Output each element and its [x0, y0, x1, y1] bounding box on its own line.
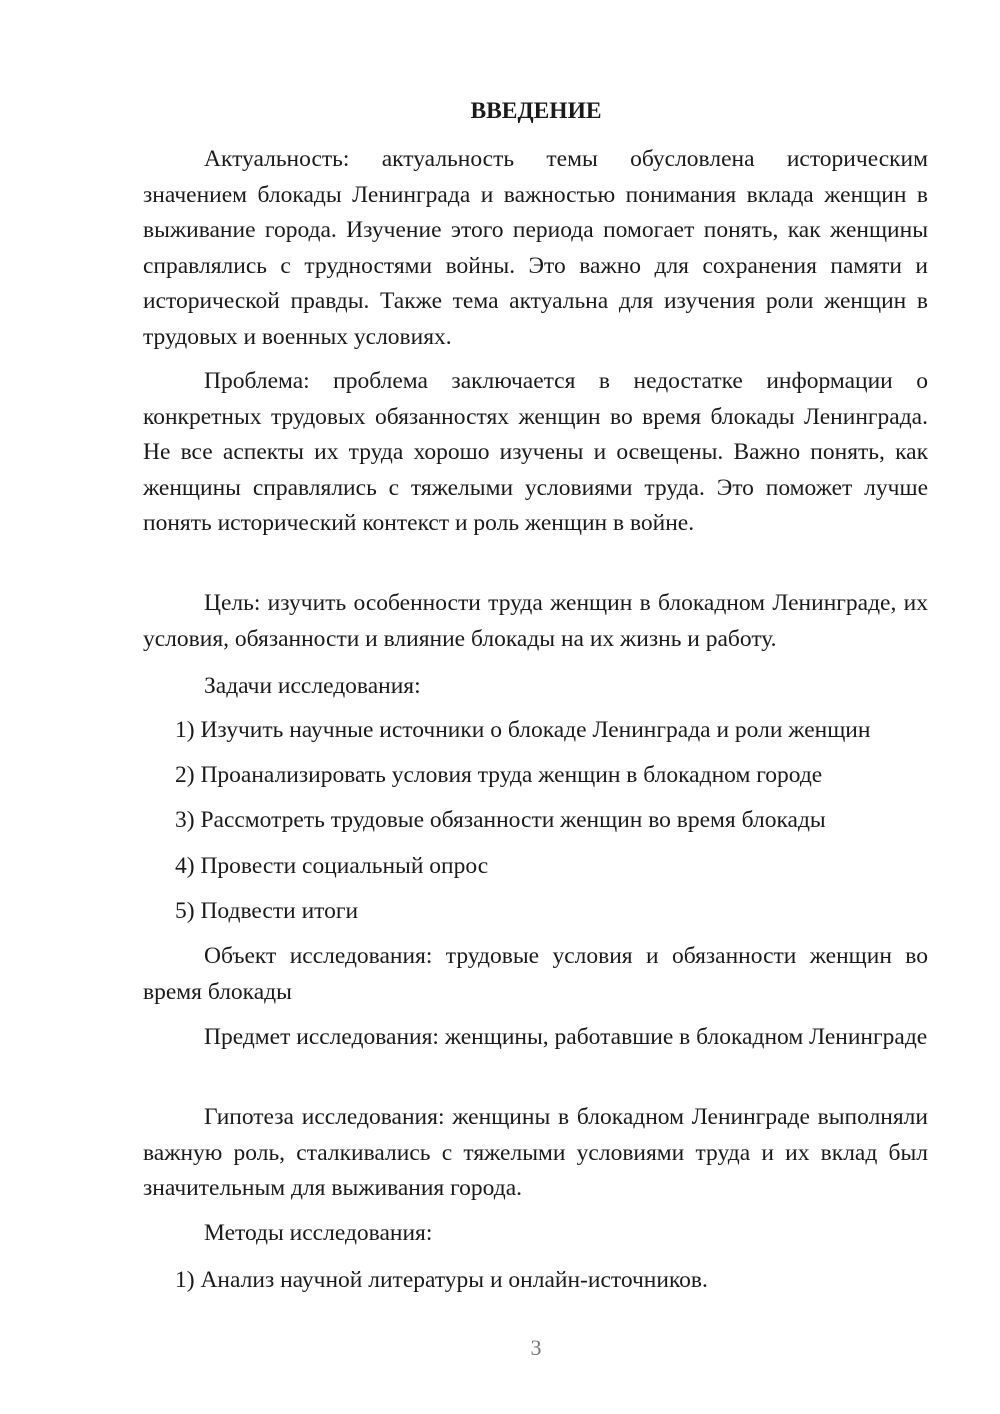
paragraph-goal: Цель: изучить особенности труда женщин в блокадном Ленинграде, их условия, обязанности и влияние блокады на их жизнь и работу.	[143, 590, 928, 652]
page-number: 3	[530, 1335, 542, 1360]
list-item: 2) Проанализировать условия труда женщин в блокадном городе	[175, 762, 823, 788]
list-item: 4) Провести социальный опрос	[175, 853, 489, 879]
list-item: 1) Изучить научные источники о блокаде Ленинграда и роли женщин	[175, 717, 871, 743]
list-item: 3) Рассмотреть трудовые обязанности женщин во время блокады	[175, 807, 826, 833]
list-item: 1) Анализ научной литературы и онлайн-источников.	[175, 1267, 708, 1293]
methods-title: Методы исследования:	[204, 1220, 433, 1246]
paragraph-subject: Предмет исследования: женщины, работавшие в блокадном Ленинграде	[204, 1024, 928, 1050]
list-item: 5) Подвести итоги	[175, 898, 359, 924]
document-heading: ВВЕДЕНИЕ	[470, 98, 602, 124]
paragraph-relevance: Актуальность: актуальность темы обусловлена историческим значением блокады Ленинграда и важностью понимания вклада женщин в выживание города. Изучение этого периода помогает понять, как женщины справлялись с трудностями войны. Это важно для сохранения памяти и исторической правды. Также тема актуальна для изучения роли женщин в трудовых и военных условиях.	[143, 146, 928, 350]
paragraph-problem: Проблема: проблема заключается в недостатке информации о конкретных трудовых обязанностях женщин во время блокады Ленинграда. Не все аспекты их труда хорошо изучены и освещены. Важно понять, как женщины справлялись с тяжелыми условиями труда. Это поможет лучше понять исторический контекст и роль женщин в войне.	[143, 368, 928, 536]
paragraph-object: Объект исследования: трудовые условия и обязанности женщин во время блокады	[143, 943, 928, 1005]
paragraph-hypothesis: Гипотеза исследования: женщины в блокадном Ленинграде выполняли важную роль, сталкивались с тяжелыми условиями труда и их вклад был значительным для выживания города.	[143, 1104, 928, 1201]
tasks-title: Задачи исследования:	[204, 673, 421, 699]
